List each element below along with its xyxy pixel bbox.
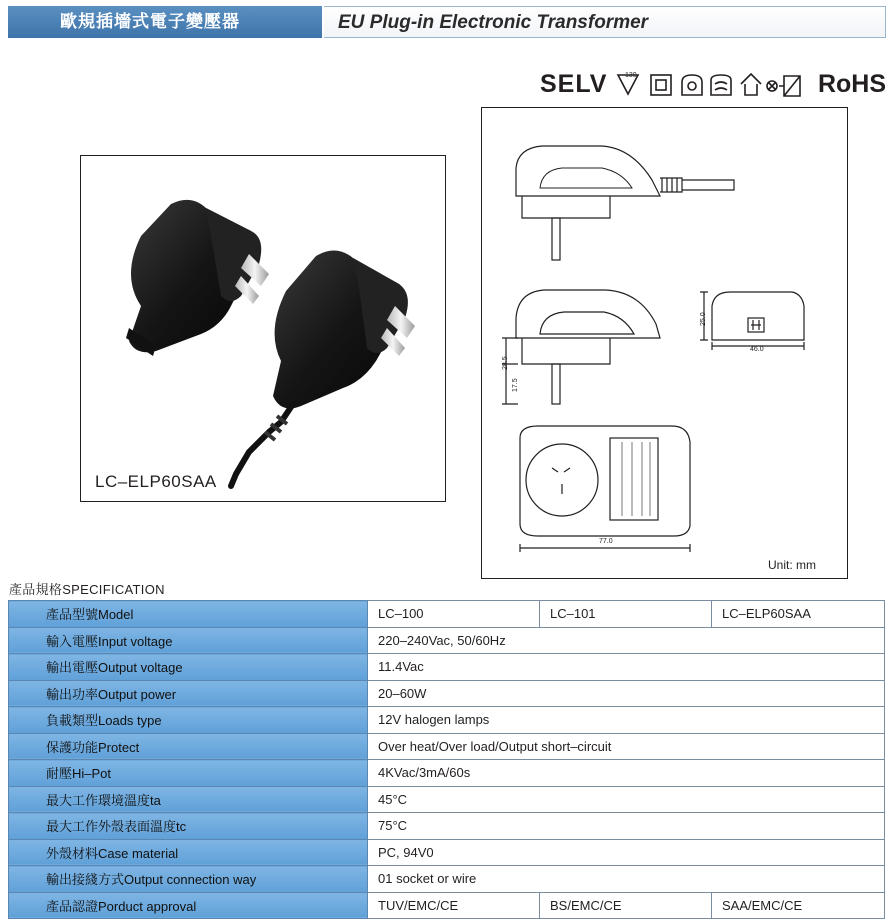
spec-label: 產品認證Porduct approval <box>9 892 368 919</box>
table-row <box>9 627 885 654</box>
spec-value: Over heat/Over load/Output short–circuit <box>368 733 885 760</box>
table-row <box>9 892 885 919</box>
dim-25-0: 25.0 <box>700 312 707 326</box>
table-row <box>9 786 885 813</box>
table-row <box>9 707 885 734</box>
no-flame-icon <box>741 74 761 95</box>
spec-title: 產品規格SPECIFICATION <box>9 582 165 597</box>
selv-mark: SELV <box>540 70 608 98</box>
model-caption: LC–ELP60SAA <box>95 472 217 491</box>
table-row <box>9 601 885 628</box>
spec-value: 11.4Vac <box>368 654 885 681</box>
spec-label: 最大工作環境溫度ta <box>9 786 368 813</box>
dim-77-0: 77.0 <box>599 538 613 545</box>
table-row <box>9 654 885 681</box>
spec-label: 最大工作外殼表面溫度tc <box>9 813 368 840</box>
dim-28-5: 28.5 <box>502 356 509 370</box>
spec-value: BS/EMC/CE <box>540 892 712 919</box>
dim-17-5: 17.5 <box>512 378 519 392</box>
spec-value: LC–101 <box>540 601 712 628</box>
spec-label: 產品型號Model <box>9 601 368 628</box>
spec-value: 45°C <box>368 786 885 813</box>
spec-label: 外殼材料Case material <box>9 839 368 866</box>
spec-label: 耐壓Hi–Pot <box>9 760 368 787</box>
certification-marks <box>540 68 886 102</box>
spec-label: 保護功能Protect <box>9 733 368 760</box>
page-title-zh: 歐規插墻式電子變壓器 <box>8 6 322 38</box>
spec-value: LC–ELP60SAA <box>712 601 885 628</box>
product-photo <box>80 155 446 502</box>
spec-value: PC, 94V0 <box>368 839 885 866</box>
safety-transformer-icon <box>711 75 731 95</box>
spec-value: 12V halogen lamps <box>368 707 885 734</box>
technical-drawing <box>481 107 848 579</box>
spec-value: LC–100 <box>368 601 540 628</box>
certification-icons <box>616 70 806 100</box>
adapter-photo-image <box>81 156 445 501</box>
independent-transformer-icon <box>779 76 800 96</box>
unit-label: Unit: mm <box>768 558 816 572</box>
spec-label: 輸入電壓Input voltage <box>9 627 368 654</box>
spec-value: TUV/EMC/CE <box>368 892 540 919</box>
spec-value: 20–60W <box>368 680 885 707</box>
double-insulation-icon <box>651 75 671 95</box>
table-row <box>9 866 885 893</box>
page-title-en: EU Plug-in Electronic Transformer <box>324 6 886 38</box>
spec-value: 220–240Vac, 50/60Hz <box>368 627 885 654</box>
table-row <box>9 839 885 866</box>
spec-label: 輸出接綫方式Output connection way <box>9 866 368 893</box>
rohs-mark: RoHS <box>817 70 886 98</box>
dimension-drawing-image <box>482 108 847 578</box>
table-row <box>9 680 885 707</box>
spec-value: 75°C <box>368 813 885 840</box>
table-row <box>9 760 885 787</box>
spec-value: 01 socket or wire <box>368 866 885 893</box>
short-circuit-proof-icon <box>682 75 702 95</box>
spec-label: 輸出電壓Output voltage <box>9 654 368 681</box>
spec-label: 負載類型Loads type <box>9 707 368 734</box>
spec-value: SAA/EMC/CE <box>712 892 885 919</box>
temp-rating: 130 <box>625 72 637 79</box>
spec-table <box>8 600 885 919</box>
dim-46-0: 46.0 <box>750 346 764 353</box>
spec-value: 4KVac/3mA/60s <box>368 760 885 787</box>
table-row <box>9 813 885 840</box>
spec-label: 輸出功率Output power <box>9 680 368 707</box>
table-row <box>9 733 885 760</box>
